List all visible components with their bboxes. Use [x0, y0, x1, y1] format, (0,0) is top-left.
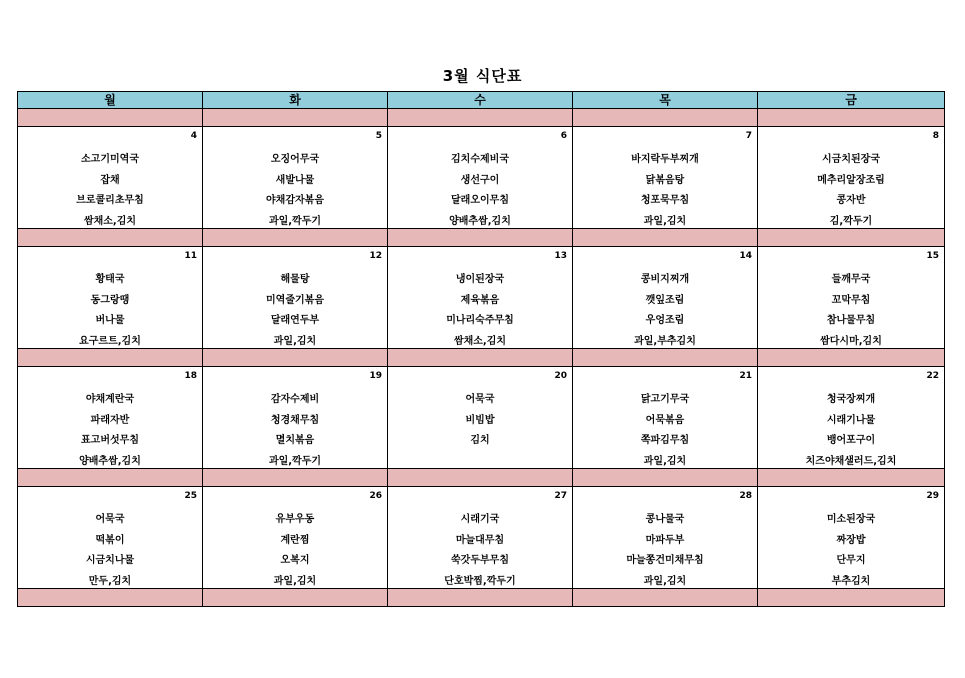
dish-item: 과일,김치: [643, 455, 687, 467]
dish-list: [203, 390, 387, 472]
dish-item: 브로콜리초무침: [76, 195, 144, 206]
dish-item: 야채감자볶음: [266, 195, 324, 206]
dish-item: 멸치볶음: [275, 435, 315, 446]
dish-item: 새발나물: [275, 174, 315, 186]
day-cell: [573, 487, 758, 589]
day-cell-content: [203, 487, 387, 588]
dish-item: 김치수제비국: [451, 154, 509, 165]
dish-item: 과일,김치: [273, 335, 317, 347]
dish-list: [18, 270, 202, 352]
date-number: 25: [184, 491, 197, 501]
weekday-header-fri: 금: [758, 92, 945, 109]
day-cell-content: [758, 367, 944, 468]
dish-item: 오징어무국: [270, 154, 320, 165]
date-number: 29: [926, 491, 939, 501]
day-cell: [388, 247, 573, 349]
dish-item: 쌈채소,김치: [453, 335, 507, 347]
day-cell-content: [758, 247, 944, 348]
weekday-header-row: [18, 92, 945, 109]
dish-item: 단호박찜,깍두기: [444, 575, 516, 587]
day-cell: [18, 487, 203, 589]
separator-cell: [388, 109, 573, 127]
date-number: 21: [739, 371, 752, 381]
week-row: [18, 127, 945, 229]
dish-list: [18, 150, 202, 232]
dish-item: 시금치된장국: [822, 154, 880, 165]
date-number: 4: [190, 131, 197, 141]
dish-item: 김,깍두기: [829, 215, 873, 227]
dish-item: 황태국: [95, 274, 125, 285]
day-cell-content: [203, 247, 387, 348]
separator-cell: [388, 469, 573, 487]
dish-item: 과일,깍두기: [268, 215, 322, 227]
dish-item: 시래기나물: [826, 414, 876, 426]
dish-item: 제육볶음: [460, 294, 500, 306]
day-cell-content: [388, 487, 572, 588]
day-cell: [758, 247, 945, 349]
dish-list: [388, 270, 572, 352]
day-cell-content: [388, 247, 572, 348]
dish-item: 닭볶음탕: [645, 174, 685, 186]
dish-item: 과일,깍두기: [268, 455, 322, 467]
day-cell-content: [203, 367, 387, 468]
dish-item: 생선구이: [460, 174, 500, 186]
dish-list: [18, 510, 202, 592]
dish-item: 짜장밥: [836, 534, 866, 546]
dish-item: 쌈채소,김치: [83, 215, 137, 227]
dish-list: [573, 150, 757, 232]
dish-item: 쌈다시마,김치: [820, 335, 882, 347]
separator-cell: [18, 109, 203, 127]
dish-item: 어묵국: [95, 514, 125, 525]
dish-item: 뱅어포구이: [826, 435, 876, 446]
dish-item: 메추리알장조림: [817, 174, 885, 186]
dish-item: 버나물: [95, 315, 125, 326]
dish-list: [758, 510, 944, 592]
dish-list: [203, 150, 387, 232]
dish-item: 양배추쌈,김치: [79, 455, 141, 467]
day-cell-content: [573, 247, 757, 348]
dish-item: 단무지: [836, 555, 866, 566]
dish-item: 잡채: [100, 174, 120, 186]
dish-item: 감자수제비: [270, 394, 320, 405]
dish-item: 마파두부: [645, 534, 685, 546]
dish-item: 콩자반: [836, 195, 866, 206]
day-cell-content: [388, 367, 572, 468]
dish-item: 쑥갓두부무침: [451, 555, 509, 566]
weekday-header-mon: 월: [18, 92, 203, 109]
dish-item: 깻잎조림: [645, 294, 685, 306]
date-number: 22: [926, 371, 939, 381]
dish-item: 야채계란국: [85, 394, 135, 405]
dish-list: [758, 150, 944, 232]
dish-item: 과일,김치: [273, 575, 317, 587]
dish-item: 만두,김치: [88, 575, 132, 587]
separator-cell: [573, 109, 758, 127]
day-cell: [388, 367, 573, 469]
week-row: [18, 367, 945, 469]
dish-list: [203, 270, 387, 352]
date-number: 28: [739, 491, 752, 501]
dish-item: 냉이된장국: [455, 274, 505, 285]
dish-item: 시금치나물: [85, 555, 135, 566]
dish-item: 비빔밥: [465, 414, 495, 426]
dish-item: 김치: [470, 435, 490, 446]
day-cell: [573, 127, 758, 229]
day-cell: [203, 367, 388, 469]
day-cell: [203, 127, 388, 229]
week-row: [18, 247, 945, 349]
dish-item: 해물탕: [280, 274, 310, 285]
date-number: 14: [739, 251, 752, 261]
date-number: 8: [932, 131, 939, 141]
day-cell: [18, 247, 203, 349]
dish-item: 청경채무침: [270, 414, 320, 426]
separator-row: [18, 109, 945, 127]
day-cell-content: [573, 487, 757, 588]
dish-item: 부추김치: [831, 575, 871, 587]
weekday-header-wed: 수: [388, 92, 573, 109]
dish-item: 미역줄기볶음: [266, 294, 324, 306]
meal-plan-table: [17, 91, 945, 607]
dish-item: 마늘쫑건미채무침: [626, 555, 704, 566]
day-cell: [758, 487, 945, 589]
date-number: 6: [560, 131, 567, 141]
dish-list: [573, 270, 757, 352]
date-number: 13: [554, 251, 567, 261]
day-cell-content: [18, 127, 202, 228]
dish-list: [758, 270, 944, 352]
dish-item: 미나리숙주무침: [446, 315, 514, 326]
dish-item: 양배추쌈,김치: [449, 215, 511, 227]
weekday-header-thu: 목: [573, 92, 758, 109]
day-cell: [758, 367, 945, 469]
dish-item: 달래오이무침: [451, 195, 509, 206]
dish-list: [573, 510, 757, 592]
dish-item: 미소된장국: [826, 514, 876, 525]
date-number: 5: [375, 131, 382, 141]
date-number: 18: [184, 371, 197, 381]
dish-item: 꼬막무침: [831, 294, 871, 306]
dish-item: 떡볶이: [95, 534, 125, 546]
dish-item: 쪽파김무침: [640, 435, 690, 446]
day-cell: [758, 127, 945, 229]
day-cell-content: [203, 127, 387, 228]
dish-item: 동그랑땡: [90, 294, 130, 306]
day-cell: [388, 487, 573, 589]
dish-list: [573, 390, 757, 472]
dish-item: 소고기미역국: [81, 154, 139, 165]
dish-list: [388, 150, 572, 232]
dish-item: 콩나물국: [645, 514, 685, 525]
date-number: 12: [369, 251, 382, 261]
day-cell: [573, 247, 758, 349]
date-number: 20: [554, 371, 567, 381]
day-cell: [18, 367, 203, 469]
day-cell-content: [388, 127, 572, 228]
dish-item: 콩비지찌개: [640, 274, 690, 285]
day-cell: [203, 247, 388, 349]
day-cell: [203, 487, 388, 589]
day-cell-content: [18, 367, 202, 468]
dish-item: 닭고기무국: [640, 394, 690, 405]
dish-list: [388, 510, 572, 592]
dish-list: [388, 390, 572, 452]
date-number: 15: [926, 251, 939, 261]
dish-item: 달래연두부: [270, 315, 320, 326]
dish-list: [758, 390, 944, 472]
dish-item: 우엉조림: [645, 315, 685, 326]
dish-item: 요구르트,김치: [79, 335, 141, 347]
dish-item: 어묵볶음: [645, 414, 685, 426]
dish-item: 표고버섯무침: [81, 435, 139, 446]
week-row: [18, 487, 945, 589]
day-cell-content: [18, 247, 202, 348]
dish-item: 어묵국: [465, 394, 495, 405]
dish-item: 계란찜: [280, 534, 310, 546]
dish-list: [203, 510, 387, 592]
separator-cell: [203, 109, 388, 127]
dish-item: 유부우동: [275, 514, 315, 525]
separator-cell: [758, 109, 945, 127]
day-cell-content: [18, 487, 202, 588]
date-number: 26: [369, 491, 382, 501]
day-cell-content: [573, 127, 757, 228]
date-number: 7: [745, 131, 752, 141]
day-cell-content: [758, 487, 944, 588]
dish-item: 오복지: [280, 555, 310, 566]
dish-item: 치즈야채샐러드,김치: [805, 455, 897, 467]
page-title: 3월 식단표: [442, 67, 523, 85]
dish-item: 시래기국: [460, 514, 500, 525]
date-number: 11: [184, 251, 197, 261]
dish-item: 과일,부추김치: [634, 335, 696, 347]
dish-item: 참나물무침: [826, 315, 876, 326]
day-cell: [388, 127, 573, 229]
dish-item: 과일,김치: [643, 215, 687, 227]
day-cell: [18, 127, 203, 229]
dish-item: 파래자반: [90, 414, 130, 426]
day-cell-content: [573, 367, 757, 468]
dish-item: 청포묵무침: [640, 195, 690, 206]
dish-list: [18, 390, 202, 472]
day-cell: [573, 367, 758, 469]
date-number: 27: [554, 491, 567, 501]
date-number: 19: [369, 371, 382, 381]
dish-item: 청국장찌개: [826, 394, 876, 405]
weekday-header-tue: 화: [203, 92, 388, 109]
dish-item: 과일,김치: [643, 575, 687, 587]
dish-item: 마늘대무침: [455, 534, 505, 546]
dish-item: 들깨무국: [831, 274, 871, 285]
dish-item: 바지락두부찌개: [631, 154, 699, 165]
day-cell-content: [758, 127, 944, 228]
